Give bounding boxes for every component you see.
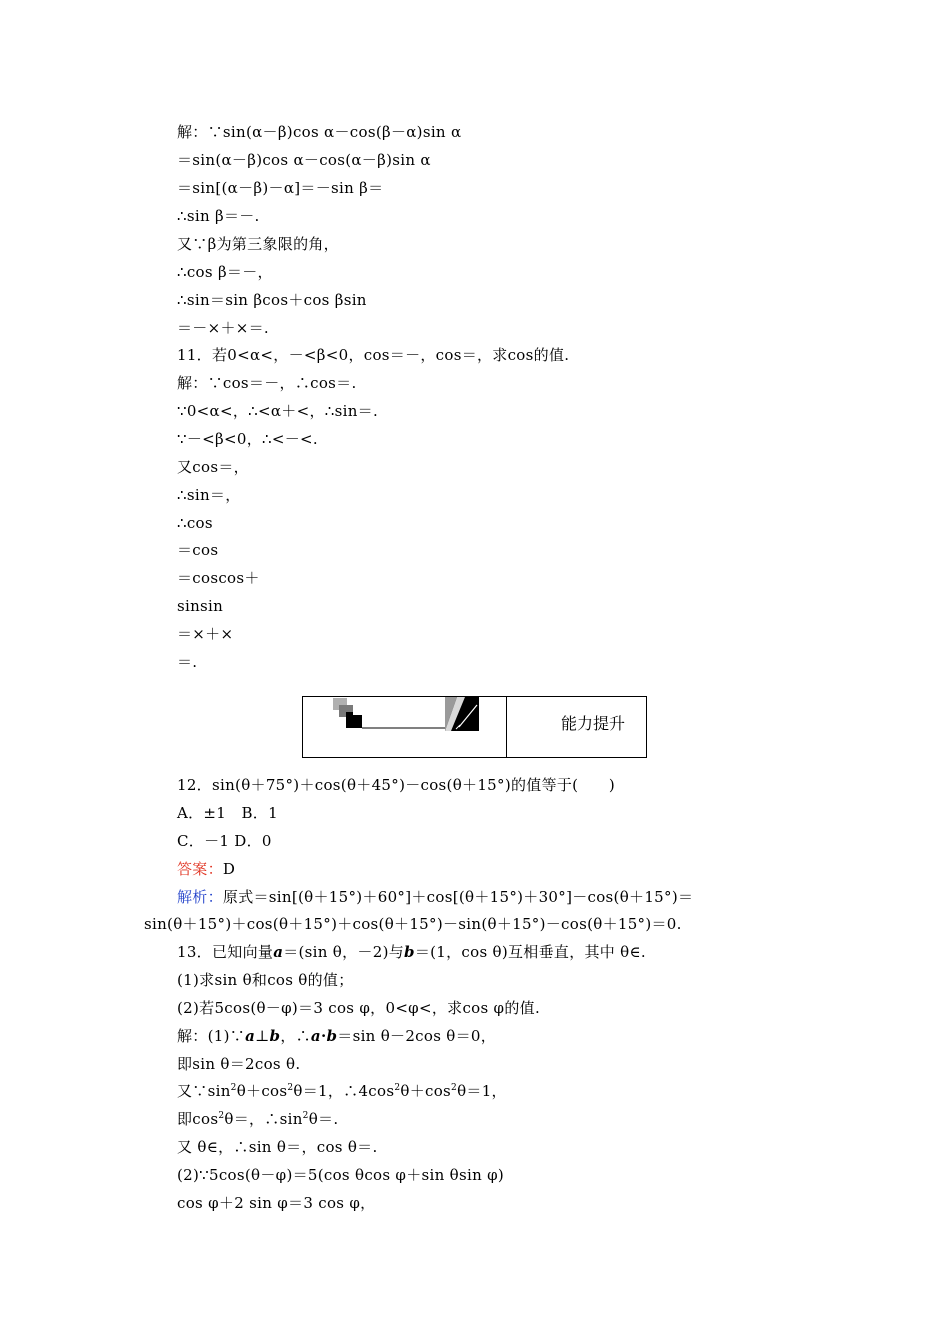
stem-text: ＝(1，cos θ)互相垂直，其中 θ∈. xyxy=(414,943,646,961)
sol-text: θ＝. xyxy=(308,1110,339,1128)
vector-b: b xyxy=(269,1027,281,1045)
question-13-part-1-line: (1)求sin θ和cos θ的值； xyxy=(177,971,354,989)
exponent: 2 xyxy=(302,1111,309,1121)
solution-line xyxy=(177,1109,338,1129)
question-11-stem: 11．若0<α<，－<β<0，cos＝－，cos＝，求cos的值. xyxy=(177,346,570,364)
sol-text: 即cos xyxy=(177,1110,219,1128)
solution-line: 解：∵cos＝－，∴cos＝. xyxy=(177,374,357,392)
question-13-stem xyxy=(177,942,646,962)
solution-line xyxy=(177,1081,507,1101)
solution-line: 又cos＝， xyxy=(177,458,249,476)
vector-a: a xyxy=(245,1027,256,1045)
exponent: 2 xyxy=(287,1083,294,1093)
solution-line: cos φ＋2 sin φ＝3 cos φ， xyxy=(177,1194,376,1212)
stem-text: 13．已知向量 xyxy=(177,943,274,961)
sol-text: θ＋cos xyxy=(400,1082,452,1100)
solution-line: ＝sin[(α－β)－α]＝－sin β＝ xyxy=(177,179,384,197)
sol-text: θ＝，∴sin xyxy=(224,1110,303,1128)
solution-line: 解：∵sin(α－β)cos α－cos(β－α)sin α xyxy=(177,123,462,141)
stem-text: ＝(sin θ，－2)与 xyxy=(283,943,405,961)
analysis-label: 解析： xyxy=(177,888,223,906)
solution-line: ∴sin＝， xyxy=(177,486,241,504)
question-12-options-cd: C．－1 D．0 xyxy=(177,832,272,850)
sol-text: θ＝1， xyxy=(457,1082,507,1100)
solution-line: ∵0<α<，∴<α＋<，∴sin＝. xyxy=(177,402,379,420)
solution-line: (2)∵5cos(θ－φ)＝5(cos θcos φ＋sin θsin φ) xyxy=(177,1166,505,1184)
solution-line: ∵－<β<0，∴<－<. xyxy=(177,430,318,448)
dot-symbol: · xyxy=(320,1027,327,1045)
sol-text: θ＋cos xyxy=(236,1082,288,1100)
solution-line: ∴cos β＝－， xyxy=(177,263,273,281)
vector-a: a xyxy=(310,1027,321,1045)
solution-line: ＝cos xyxy=(177,541,219,559)
question-12-stem: 12．sin(θ＋75°)＋cos(θ＋45°)－cos(θ＋15°)的值等于( ) xyxy=(177,776,616,794)
section-title: 能力提升 xyxy=(561,714,626,733)
solution-line: ∴cos xyxy=(177,514,213,532)
solution-line: 即sin θ＝2cos θ. xyxy=(177,1055,301,1073)
exponent: 2 xyxy=(230,1083,237,1093)
pen-icon xyxy=(445,697,481,731)
sol-text: ，∴ xyxy=(280,1027,311,1045)
vector-b: b xyxy=(326,1027,338,1045)
solution-line: ＝. xyxy=(177,653,198,671)
solution-line: ＝×＋× xyxy=(177,625,234,643)
exponent: 2 xyxy=(218,1111,225,1121)
analysis-line xyxy=(177,887,693,907)
analysis-text: 原式＝sin[(θ＋15°)＋60°]＋cos[(θ＋15°)＋30°]－cos(θ＋15°)＝ xyxy=(222,888,694,906)
exponent: 2 xyxy=(394,1083,401,1093)
exponent: 2 xyxy=(451,1083,458,1093)
solution-line: ＝sin(α－β)cos α－cos(α－β)sin α xyxy=(177,151,431,169)
analysis-line-2: sin(θ＋15°)＋cos(θ＋15°)＋cos(θ＋15°)－sin(θ＋15°)－cos(θ＋15°)＝0. xyxy=(144,915,682,933)
solution-line: ＝coscos＋ xyxy=(177,569,260,587)
vector-a: a xyxy=(273,943,284,961)
sol-text: 又∵sin xyxy=(177,1082,231,1100)
solution-line: ＝－×＋×＝. xyxy=(177,319,270,337)
section-banner xyxy=(302,696,647,758)
answer-line xyxy=(177,859,235,879)
sol-text: θ＝1，∴4cos xyxy=(293,1082,395,1100)
solution-line: ∴sin β＝－. xyxy=(177,207,260,225)
solution-line: 又∵β为第三象限的角， xyxy=(177,235,339,253)
solution-line: 又 θ∈，∴sin θ＝，cos θ＝. xyxy=(177,1138,378,1156)
solution-line: sinsin xyxy=(177,597,224,615)
sol-text: 解：(1)∵ xyxy=(177,1027,246,1045)
answer-value: D xyxy=(222,860,236,878)
solution-line xyxy=(177,1026,496,1046)
question-12-options-ab: A．±1 B．1 xyxy=(177,804,278,822)
sol-text: ＝sin θ－2cos θ＝0， xyxy=(337,1027,497,1045)
vector-b: b xyxy=(404,943,415,961)
perp-symbol: ⊥ xyxy=(255,1027,270,1045)
banner-divider xyxy=(506,697,507,757)
answer-label: 答案： xyxy=(177,860,223,878)
question-13-part-2: (2)若5cos(θ－φ)＝3 cos φ，0<φ<，求cos φ的值. xyxy=(177,999,541,1017)
solution-line: ∴sin＝sin βcos＋cos βsin xyxy=(177,291,367,309)
